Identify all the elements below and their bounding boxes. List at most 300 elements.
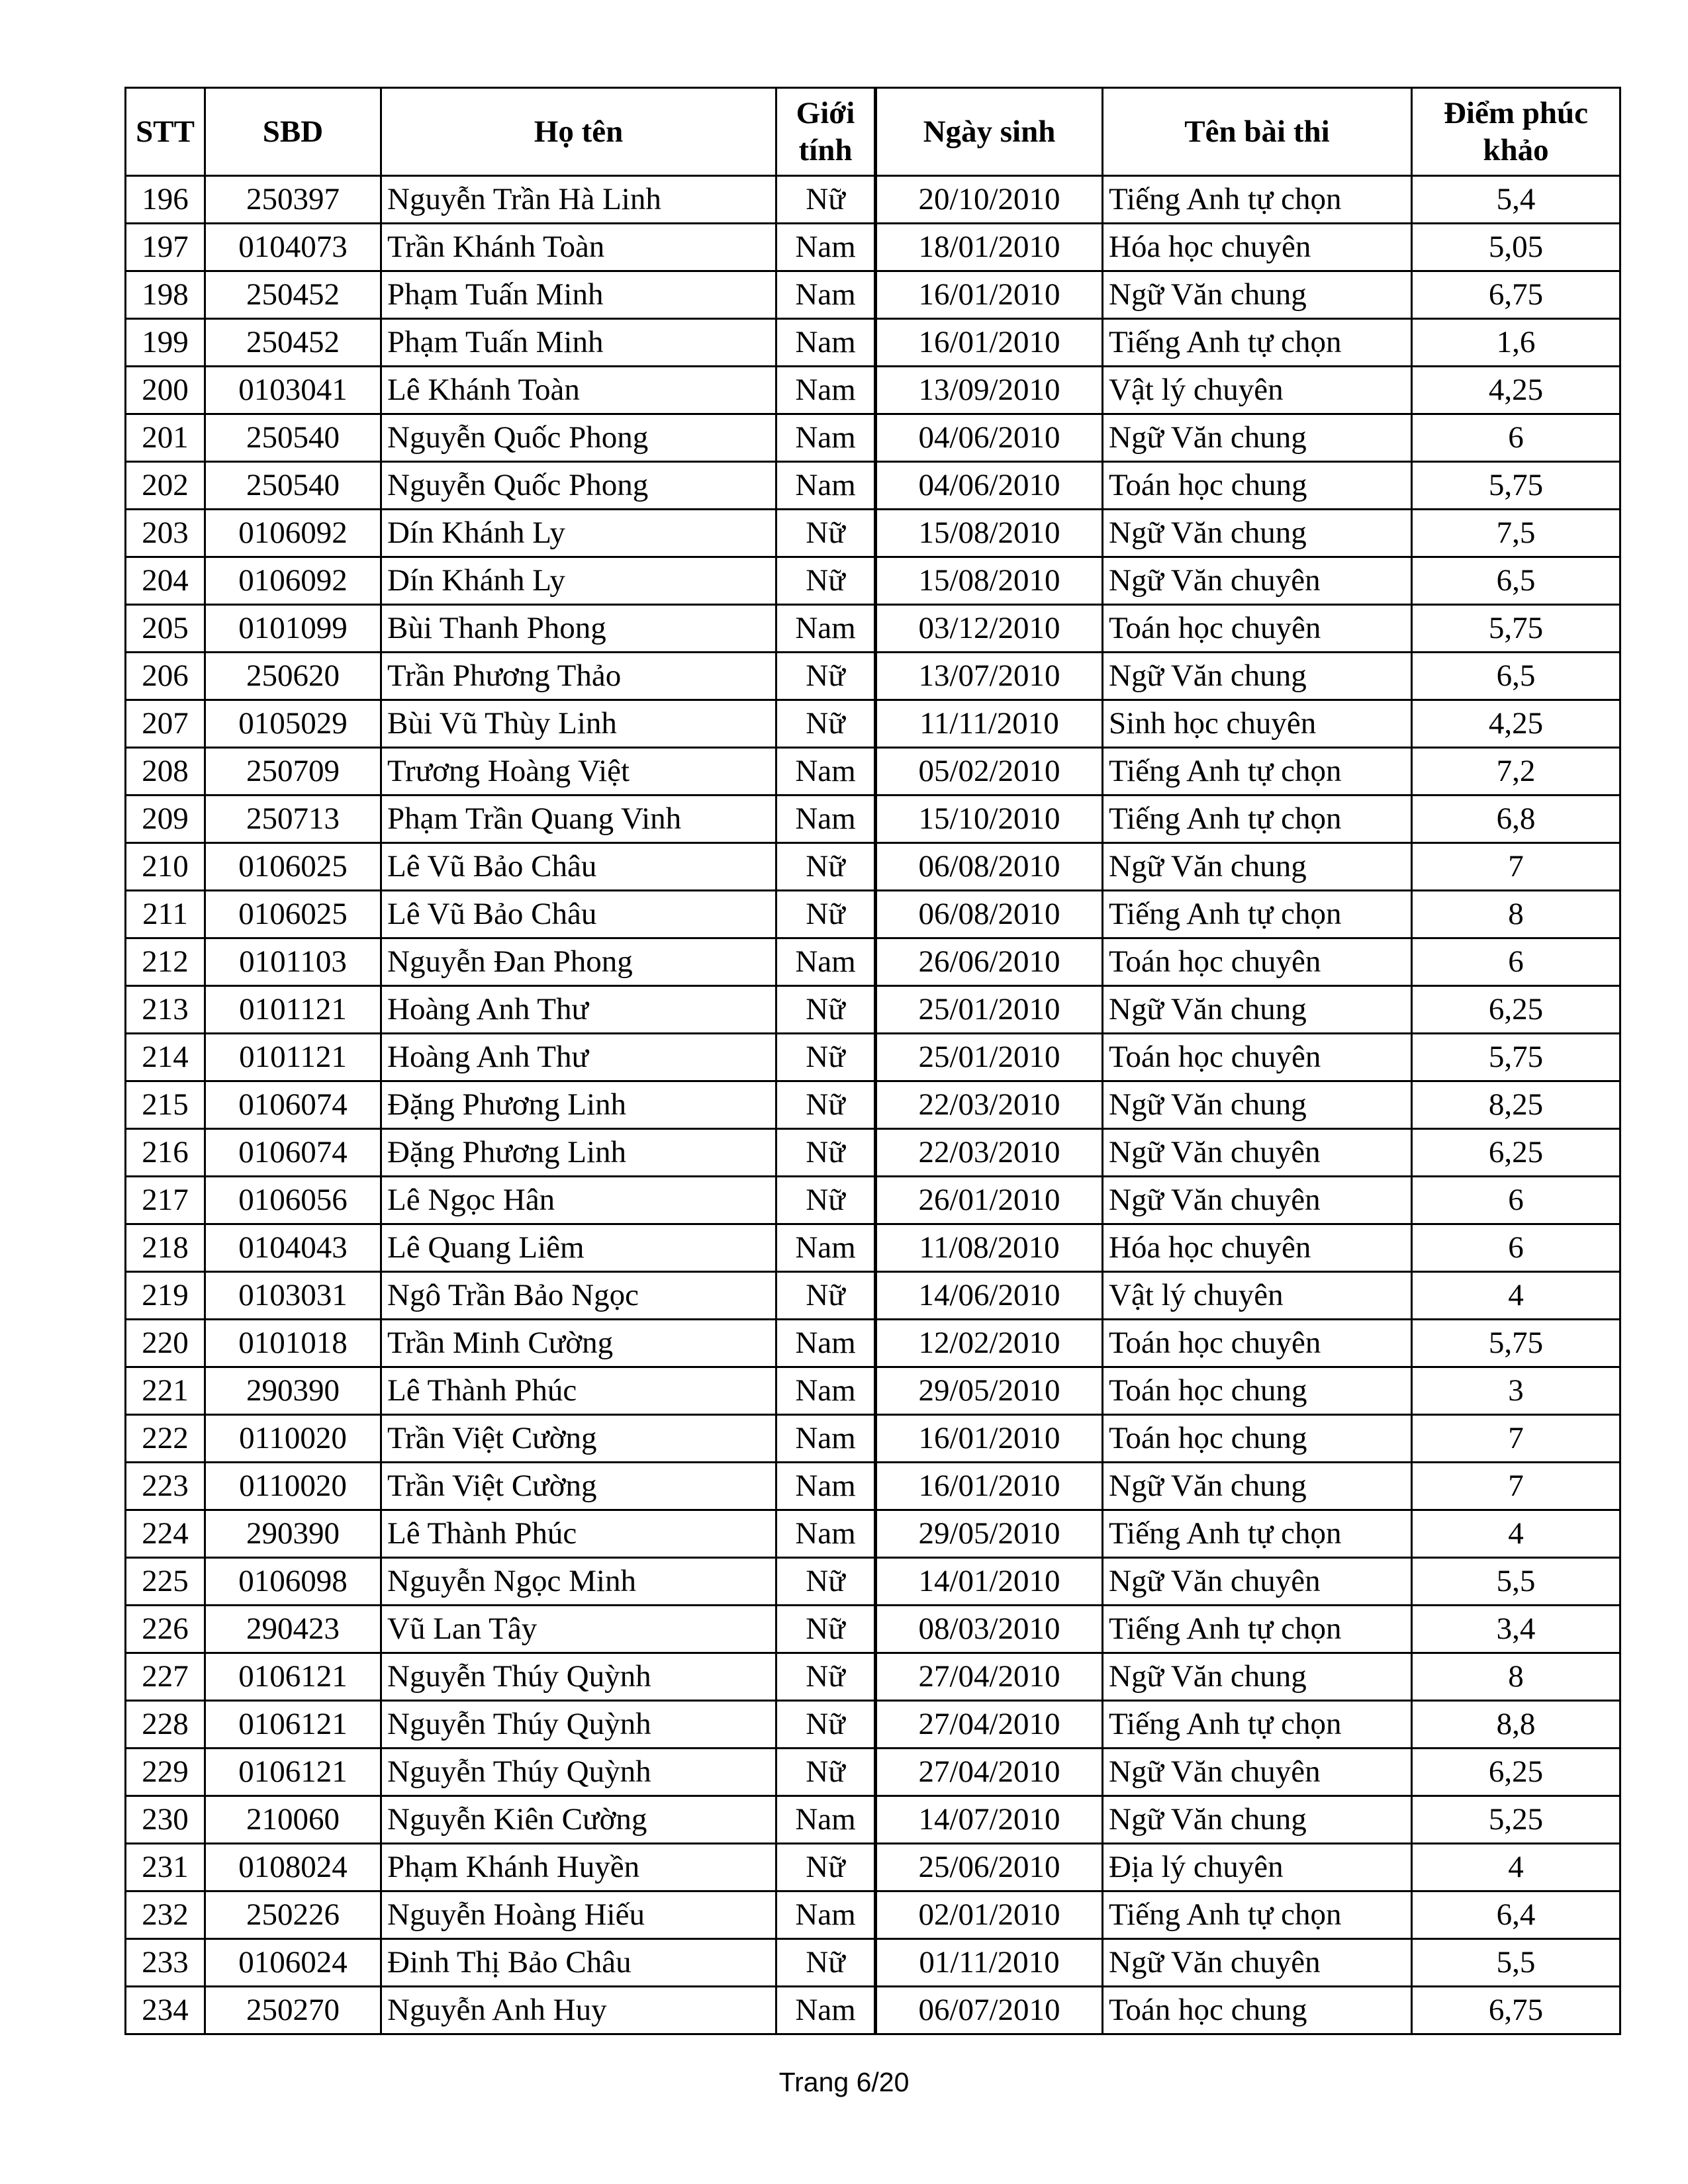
cell-name: Bùi Thanh Phong	[381, 605, 776, 653]
cell-name: Trần Việt Cường	[381, 1415, 776, 1463]
cell-sbd: 250540	[205, 462, 381, 510]
cell-exam: Ngữ Văn chuyên	[1103, 1939, 1412, 1987]
cell-dob: 02/01/2010	[876, 1891, 1103, 1939]
table-row	[126, 986, 1620, 1034]
cell-stt: 210	[126, 843, 205, 891]
cell-score: 4	[1412, 1272, 1620, 1320]
header-score: Điểm phúc khảo	[1412, 88, 1620, 176]
cell-sbd: 0106121	[205, 1653, 381, 1701]
cell-gender: Nữ	[776, 1939, 876, 1987]
cell-score: 5,75	[1412, 1320, 1620, 1367]
cell-score: 5,75	[1412, 462, 1620, 510]
cell-sbd: 250452	[205, 271, 381, 319]
cell-gender: Nữ	[776, 1606, 876, 1653]
cell-sbd: 0104073	[205, 224, 381, 271]
table-row	[126, 1177, 1620, 1224]
cell-name: Trần Khánh Toàn	[381, 224, 776, 271]
cell-gender: Nữ	[776, 176, 876, 224]
cell-score: 6	[1412, 1224, 1620, 1272]
cell-score: 6,4	[1412, 1891, 1620, 1939]
cell-sbd: 0101121	[205, 986, 381, 1034]
cell-stt: 215	[126, 1081, 205, 1129]
cell-stt: 206	[126, 653, 205, 700]
table-row	[126, 891, 1620, 938]
cell-exam: Toán học chuyên	[1103, 605, 1412, 653]
cell-gender: Nữ	[776, 653, 876, 700]
cell-score: 5,4	[1412, 176, 1620, 224]
cell-name: Lê Thành Phúc	[381, 1367, 776, 1415]
cell-exam: Hóa học chuyên	[1103, 224, 1412, 271]
cell-dob: 16/01/2010	[876, 1463, 1103, 1510]
table-row	[126, 938, 1620, 986]
cell-gender: Nam	[776, 1891, 876, 1939]
cell-gender: Nam	[776, 224, 876, 271]
cell-sbd: 0104043	[205, 1224, 381, 1272]
results-table	[124, 87, 1621, 2035]
cell-sbd: 0106092	[205, 510, 381, 557]
cell-stt: 207	[126, 700, 205, 748]
cell-exam: Toán học chuyên	[1103, 1320, 1412, 1367]
cell-name: Nguyễn Hoàng Hiếu	[381, 1891, 776, 1939]
cell-name: Lê Thành Phúc	[381, 1510, 776, 1558]
cell-sbd: 250713	[205, 796, 381, 843]
cell-stt: 234	[126, 1987, 205, 2034]
cell-exam: Tiếng Anh tự chọn	[1103, 891, 1412, 938]
cell-gender: Nam	[776, 1796, 876, 1844]
cell-exam: Ngữ Văn chung	[1103, 1081, 1412, 1129]
cell-score: 5,05	[1412, 224, 1620, 271]
cell-score: 3,4	[1412, 1606, 1620, 1653]
cell-dob: 11/08/2010	[876, 1224, 1103, 1272]
cell-score: 3	[1412, 1367, 1620, 1415]
cell-gender: Nữ	[776, 986, 876, 1034]
cell-dob: 27/04/2010	[876, 1653, 1103, 1701]
cell-name: Nguyễn Thúy Quỳnh	[381, 1749, 776, 1796]
cell-score: 6,5	[1412, 653, 1620, 700]
page-number: Trang 6/20	[778, 2067, 910, 2097]
table-row	[126, 700, 1620, 748]
cell-name: Trần Việt Cường	[381, 1463, 776, 1510]
cell-stt: 220	[126, 1320, 205, 1367]
cell-sbd: 250620	[205, 653, 381, 700]
header-sbd: SBD	[205, 88, 381, 176]
table-row	[126, 796, 1620, 843]
cell-score: 8,25	[1412, 1081, 1620, 1129]
cell-score: 6,75	[1412, 1987, 1620, 2034]
cell-dob: 16/01/2010	[876, 1415, 1103, 1463]
cell-sbd: 0106025	[205, 891, 381, 938]
cell-score: 5,75	[1412, 605, 1620, 653]
cell-score: 4	[1412, 1510, 1620, 1558]
cell-exam: Toán học chung	[1103, 462, 1412, 510]
cell-name: Nguyễn Kiên Cường	[381, 1796, 776, 1844]
table-row	[126, 1320, 1620, 1367]
cell-name: Nguyễn Đan Phong	[381, 938, 776, 986]
cell-stt: 199	[126, 319, 205, 367]
cell-score: 7,5	[1412, 510, 1620, 557]
cell-gender: Nam	[776, 796, 876, 843]
cell-sbd: 0106074	[205, 1129, 381, 1177]
cell-dob: 14/01/2010	[876, 1558, 1103, 1606]
cell-exam: Ngữ Văn chung	[1103, 510, 1412, 557]
cell-dob: 22/03/2010	[876, 1081, 1103, 1129]
cell-sbd: 0105029	[205, 700, 381, 748]
cell-gender: Nam	[776, 1320, 876, 1367]
cell-gender: Nam	[776, 605, 876, 653]
cell-stt: 222	[126, 1415, 205, 1463]
cell-stt: 225	[126, 1558, 205, 1606]
cell-exam: Địa lý chuyên	[1103, 1844, 1412, 1891]
cell-stt: 228	[126, 1701, 205, 1749]
table-row	[126, 843, 1620, 891]
cell-gender: Nữ	[776, 891, 876, 938]
cell-score: 8	[1412, 1653, 1620, 1701]
cell-name: Nguyễn Quốc Phong	[381, 414, 776, 462]
cell-exam: Tiếng Anh tự chọn	[1103, 176, 1412, 224]
cell-name: Phạm Trần Quang Vinh	[381, 796, 776, 843]
table-row	[126, 1844, 1620, 1891]
header-row	[126, 88, 1620, 176]
cell-stt: 208	[126, 748, 205, 796]
header-dob: Ngày sinh	[876, 88, 1103, 176]
table-row	[126, 1367, 1620, 1415]
table-row	[126, 1034, 1620, 1081]
table-row	[126, 1463, 1620, 1510]
table-row	[126, 271, 1620, 319]
cell-stt: 232	[126, 1891, 205, 1939]
cell-sbd: 250270	[205, 1987, 381, 2034]
table-row	[126, 1891, 1620, 1939]
cell-stt: 217	[126, 1177, 205, 1224]
cell-stt: 216	[126, 1129, 205, 1177]
table-row	[126, 224, 1620, 271]
cell-exam: Hóa học chuyên	[1103, 1224, 1412, 1272]
cell-gender: Nữ	[776, 1701, 876, 1749]
table-body	[126, 176, 1620, 2034]
cell-exam: Ngữ Văn chuyên	[1103, 1749, 1412, 1796]
cell-exam: Ngữ Văn chung	[1103, 414, 1412, 462]
cell-exam: Ngữ Văn chuyên	[1103, 1177, 1412, 1224]
cell-exam: Tiếng Anh tự chọn	[1103, 1510, 1412, 1558]
cell-dob: 25/01/2010	[876, 1034, 1103, 1081]
cell-gender: Nam	[776, 1510, 876, 1558]
cell-score: 6	[1412, 938, 1620, 986]
table-row	[126, 1415, 1620, 1463]
cell-score: 5,5	[1412, 1558, 1620, 1606]
cell-sbd: 0101099	[205, 605, 381, 653]
cell-name: Lê Vũ Bảo Châu	[381, 843, 776, 891]
cell-dob: 08/03/2010	[876, 1606, 1103, 1653]
cell-stt: 196	[126, 176, 205, 224]
cell-name: Lê Quang Liêm	[381, 1224, 776, 1272]
cell-gender: Nam	[776, 1224, 876, 1272]
cell-name: Dín Khánh Ly	[381, 557, 776, 605]
cell-sbd: 0103041	[205, 367, 381, 414]
cell-stt: 224	[126, 1510, 205, 1558]
cell-exam: Ngữ Văn chung	[1103, 843, 1412, 891]
cell-stt: 213	[126, 986, 205, 1034]
cell-gender: Nữ	[776, 510, 876, 557]
cell-dob: 16/01/2010	[876, 271, 1103, 319]
cell-name: Nguyễn Ngọc Minh	[381, 1558, 776, 1606]
cell-stt: 218	[126, 1224, 205, 1272]
cell-name: Bùi Vũ Thùy Linh	[381, 700, 776, 748]
cell-score: 7,2	[1412, 748, 1620, 796]
cell-sbd: 0106121	[205, 1749, 381, 1796]
cell-dob: 25/06/2010	[876, 1844, 1103, 1891]
cell-sbd: 0106121	[205, 1701, 381, 1749]
table-row	[126, 319, 1620, 367]
cell-name: Ngô Trần Bảo Ngọc	[381, 1272, 776, 1320]
cell-gender: Nam	[776, 367, 876, 414]
cell-sbd: 290423	[205, 1606, 381, 1653]
cell-gender: Nam	[776, 1463, 876, 1510]
table-row	[126, 1701, 1620, 1749]
cell-exam: Vật lý chuyên	[1103, 1272, 1412, 1320]
cell-name: Phạm Khánh Huyền	[381, 1844, 776, 1891]
cell-dob: 29/05/2010	[876, 1510, 1103, 1558]
cell-sbd: 210060	[205, 1796, 381, 1844]
cell-exam: Ngữ Văn chung	[1103, 1796, 1412, 1844]
cell-stt: 231	[126, 1844, 205, 1891]
cell-name: Nguyễn Thúy Quỳnh	[381, 1653, 776, 1701]
cell-exam: Tiếng Anh tự chọn	[1103, 319, 1412, 367]
cell-sbd: 0101018	[205, 1320, 381, 1367]
header-exam: Tên bài thi	[1103, 88, 1412, 176]
cell-gender: Nữ	[776, 843, 876, 891]
cell-stt: 209	[126, 796, 205, 843]
cell-sbd: 0103031	[205, 1272, 381, 1320]
table-row	[126, 1272, 1620, 1320]
cell-sbd: 0110020	[205, 1415, 381, 1463]
table-row	[126, 176, 1620, 224]
cell-dob: 18/01/2010	[876, 224, 1103, 271]
cell-dob: 26/06/2010	[876, 938, 1103, 986]
cell-score: 7	[1412, 1415, 1620, 1463]
cell-name: Nguyễn Thúy Quỳnh	[381, 1701, 776, 1749]
cell-name: Trần Phương Thảo	[381, 653, 776, 700]
cell-dob: 13/09/2010	[876, 367, 1103, 414]
table-row	[126, 748, 1620, 796]
cell-sbd: 0106025	[205, 843, 381, 891]
table-row	[126, 367, 1620, 414]
table-row	[126, 605, 1620, 653]
cell-name: Đặng Phương Linh	[381, 1081, 776, 1129]
cell-sbd: 0106024	[205, 1939, 381, 1987]
cell-exam: Toán học chuyên	[1103, 1034, 1412, 1081]
cell-name: Trương Hoàng Việt	[381, 748, 776, 796]
table-row	[126, 1939, 1620, 1987]
cell-exam: Tiếng Anh tự chọn	[1103, 748, 1412, 796]
cell-score: 4,25	[1412, 367, 1620, 414]
cell-gender: Nữ	[776, 1653, 876, 1701]
cell-stt: 198	[126, 271, 205, 319]
table-header	[126, 88, 1620, 176]
cell-stt: 214	[126, 1034, 205, 1081]
cell-sbd: 290390	[205, 1367, 381, 1415]
table-row	[126, 1606, 1620, 1653]
cell-exam: Vật lý chuyên	[1103, 367, 1412, 414]
cell-gender: Nữ	[776, 1749, 876, 1796]
cell-name: Lê Ngọc Hân	[381, 1177, 776, 1224]
cell-dob: 03/12/2010	[876, 605, 1103, 653]
table-row	[126, 1510, 1620, 1558]
cell-dob: 06/08/2010	[876, 891, 1103, 938]
table-row	[126, 1796, 1620, 1844]
cell-name: Trần Minh Cường	[381, 1320, 776, 1367]
cell-score: 7	[1412, 843, 1620, 891]
cell-score: 6,8	[1412, 796, 1620, 843]
cell-dob: 04/06/2010	[876, 414, 1103, 462]
cell-gender: Nữ	[776, 1558, 876, 1606]
cell-gender: Nam	[776, 938, 876, 986]
cell-dob: 06/08/2010	[876, 843, 1103, 891]
cell-exam: Ngữ Văn chung	[1103, 1463, 1412, 1510]
cell-name: Phạm Tuấn Minh	[381, 271, 776, 319]
cell-exam: Ngữ Văn chuyên	[1103, 557, 1412, 605]
cell-stt: 203	[126, 510, 205, 557]
cell-exam: Sinh học chuyên	[1103, 700, 1412, 748]
cell-name: Nguyễn Anh Huy	[381, 1987, 776, 2034]
cell-name: Đinh Thị Bảo Châu	[381, 1939, 776, 1987]
cell-exam: Tiếng Anh tự chọn	[1103, 1606, 1412, 1653]
cell-score: 6,25	[1412, 1749, 1620, 1796]
cell-stt: 227	[126, 1653, 205, 1701]
cell-stt: 219	[126, 1272, 205, 1320]
cell-stt: 201	[126, 414, 205, 462]
cell-dob: 25/01/2010	[876, 986, 1103, 1034]
cell-name: Hoàng Anh Thư	[381, 1034, 776, 1081]
cell-sbd: 250452	[205, 319, 381, 367]
cell-sbd: 0110020	[205, 1463, 381, 1510]
cell-dob: 05/02/2010	[876, 748, 1103, 796]
cell-name: Phạm Tuấn Minh	[381, 319, 776, 367]
cell-exam: Toán học chung	[1103, 1987, 1412, 2034]
table-row	[126, 1081, 1620, 1129]
cell-dob: 12/02/2010	[876, 1320, 1103, 1367]
cell-dob: 13/07/2010	[876, 653, 1103, 700]
cell-gender: Nữ	[776, 1844, 876, 1891]
cell-score: 6	[1412, 1177, 1620, 1224]
cell-exam: Ngữ Văn chung	[1103, 653, 1412, 700]
header-gender: Giới tính	[776, 88, 876, 176]
cell-dob: 20/10/2010	[876, 176, 1103, 224]
cell-dob: 15/08/2010	[876, 510, 1103, 557]
cell-score: 6	[1412, 414, 1620, 462]
cell-sbd: 250397	[205, 176, 381, 224]
cell-score: 1,6	[1412, 319, 1620, 367]
cell-exam: Ngữ Văn chuyên	[1103, 1558, 1412, 1606]
cell-sbd: 250709	[205, 748, 381, 796]
cell-gender: Nữ	[776, 700, 876, 748]
cell-dob: 14/06/2010	[876, 1272, 1103, 1320]
cell-exam: Tiếng Anh tự chọn	[1103, 1701, 1412, 1749]
cell-exam: Toán học chung	[1103, 1367, 1412, 1415]
cell-stt: 221	[126, 1367, 205, 1415]
cell-sbd: 0106056	[205, 1177, 381, 1224]
cell-score: 7	[1412, 1463, 1620, 1510]
table-row	[126, 1749, 1620, 1796]
cell-dob: 01/11/2010	[876, 1939, 1103, 1987]
cell-dob: 27/04/2010	[876, 1749, 1103, 1796]
cell-stt: 200	[126, 367, 205, 414]
cell-gender: Nam	[776, 319, 876, 367]
cell-sbd: 0108024	[205, 1844, 381, 1891]
cell-sbd: 250226	[205, 1891, 381, 1939]
cell-score: 6,25	[1412, 1129, 1620, 1177]
cell-sbd: 0106098	[205, 1558, 381, 1606]
cell-name: Lê Vũ Bảo Châu	[381, 891, 776, 938]
cell-score: 5,75	[1412, 1034, 1620, 1081]
table-row	[126, 462, 1620, 510]
cell-stt: 204	[126, 557, 205, 605]
cell-dob: 16/01/2010	[876, 319, 1103, 367]
cell-name: Lê Khánh Toàn	[381, 367, 776, 414]
cell-stt: 233	[126, 1939, 205, 1987]
table-row	[126, 510, 1620, 557]
cell-exam: Tiếng Anh tự chọn	[1103, 1891, 1412, 1939]
cell-score: 6,5	[1412, 557, 1620, 605]
cell-score: 4,25	[1412, 700, 1620, 748]
cell-stt: 230	[126, 1796, 205, 1844]
cell-gender: Nữ	[776, 557, 876, 605]
cell-stt: 212	[126, 938, 205, 986]
cell-gender: Nam	[776, 748, 876, 796]
cell-score: 4	[1412, 1844, 1620, 1891]
cell-sbd: 290390	[205, 1510, 381, 1558]
cell-gender: Nữ	[776, 1272, 876, 1320]
cell-sbd: 0106074	[205, 1081, 381, 1129]
cell-score: 5,25	[1412, 1796, 1620, 1844]
cell-gender: Nam	[776, 1415, 876, 1463]
cell-gender: Nam	[776, 414, 876, 462]
cell-dob: 26/01/2010	[876, 1177, 1103, 1224]
cell-exam: Toán học chung	[1103, 1415, 1412, 1463]
cell-sbd: 0106092	[205, 557, 381, 605]
cell-stt: 226	[126, 1606, 205, 1653]
cell-exam: Tiếng Anh tự chọn	[1103, 796, 1412, 843]
cell-sbd: 0101121	[205, 1034, 381, 1081]
cell-gender: Nam	[776, 1987, 876, 2034]
cell-gender: Nam	[776, 1367, 876, 1415]
cell-sbd: 250540	[205, 414, 381, 462]
cell-name: Hoàng Anh Thư	[381, 986, 776, 1034]
cell-exam: Ngữ Văn chung	[1103, 1653, 1412, 1701]
cell-dob: 11/11/2010	[876, 700, 1103, 748]
cell-gender: Nữ	[776, 1034, 876, 1081]
cell-stt: 211	[126, 891, 205, 938]
table-row	[126, 1129, 1620, 1177]
cell-name: Vũ Lan Tây	[381, 1606, 776, 1653]
cell-gender: Nữ	[776, 1129, 876, 1177]
table-row	[126, 557, 1620, 605]
cell-exam: Ngữ Văn chung	[1103, 271, 1412, 319]
cell-score: 6,75	[1412, 271, 1620, 319]
cell-exam: Ngữ Văn chung	[1103, 986, 1412, 1034]
cell-stt: 202	[126, 462, 205, 510]
cell-dob: 29/05/2010	[876, 1367, 1103, 1415]
cell-dob: 04/06/2010	[876, 462, 1103, 510]
table-row	[126, 1558, 1620, 1606]
table-row	[126, 414, 1620, 462]
cell-gender: Nam	[776, 271, 876, 319]
cell-sbd: 0101103	[205, 938, 381, 986]
cell-gender: Nữ	[776, 1081, 876, 1129]
cell-score: 6,25	[1412, 986, 1620, 1034]
cell-gender: Nữ	[776, 1177, 876, 1224]
cell-name: Nguyễn Trần Hà Linh	[381, 176, 776, 224]
cell-dob: 27/04/2010	[876, 1701, 1103, 1749]
